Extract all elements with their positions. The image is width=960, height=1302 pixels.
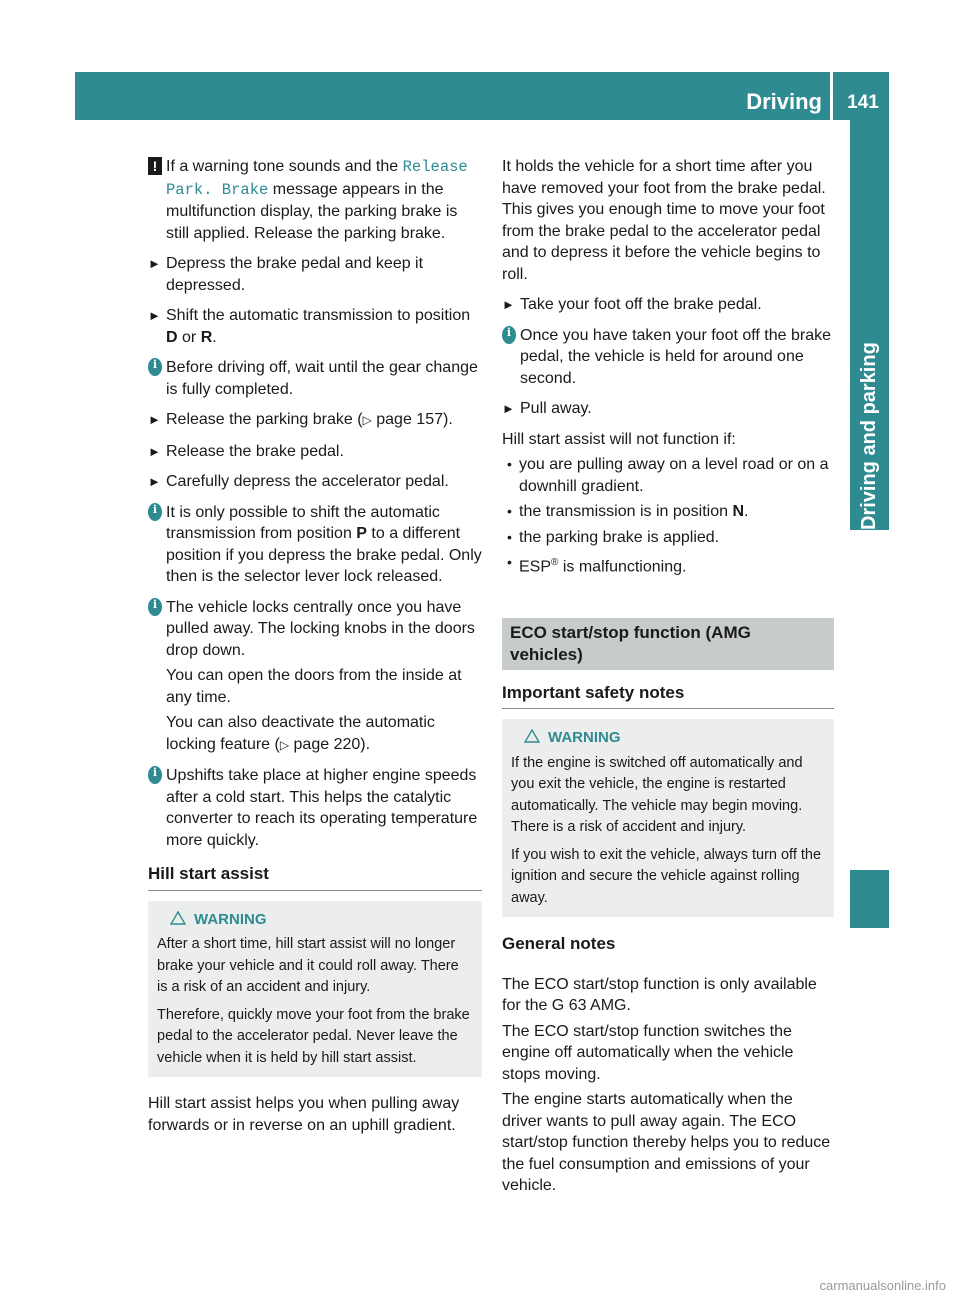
list-item: • ESP® is malfunctioning. — [507, 554, 687, 576]
info-note: i The vehicle locks centrally once you have pulled away. The locking knobs in the doors drop down. — [148, 597, 482, 662]
info-icon — [148, 598, 162, 616]
right-column — [502, 156, 834, 1206]
body-text: The ECO start/stop function is only available for the G 63 AMG. — [502, 975, 817, 1015]
step-arrow-icon: ► — [502, 401, 515, 416]
step-item: ► Carefully depress the accelerator pedal. — [148, 471, 482, 493]
step-arrow-icon: ► — [148, 256, 161, 271]
exclamation-icon: ! — [148, 157, 162, 175]
list-item: • you are pulling away on a level road or on a downhill gradient. — [507, 456, 829, 495]
display-message: Release Park. Brake — [166, 158, 468, 199]
info-icon — [148, 358, 162, 376]
page-ref-link[interactable]: page 220 — [293, 735, 361, 753]
step-item: ► Pull away. — [502, 398, 834, 420]
step-item: ► Shift the automatic transmission to position D or R. — [148, 307, 471, 346]
warning-heading: WARNING — [511, 727, 825, 749]
bullet-icon: • — [507, 528, 512, 545]
info-note: i It is only possible to shift the automatic transmission from position P to a different position if you depress the brake pedal. Only then is the selector lever lock released. — [148, 502, 482, 588]
page-ref-link[interactable]: page 157 — [376, 411, 443, 428]
chapter-title: Driving — [746, 89, 822, 114]
info-note: i Before driving off, wait until the gear change is fully completed. — [148, 357, 482, 400]
warning-text: Therefore, quickly move your foot from the brake pedal to the accelerator pedal. Never leave the vehicle when it is held by hill start assist. — [157, 1006, 470, 1066]
header-separator — [830, 72, 833, 120]
info-note: i Once you have taken your foot off the brake pedal, the vehicle is held for around one second. — [502, 325, 834, 390]
bullet-icon: • — [507, 456, 512, 472]
section-heading: General notes — [502, 934, 616, 954]
step-arrow-icon: ► — [148, 443, 161, 459]
info-subparagraph: You can open the doors from the inside at any time. — [166, 667, 462, 706]
step-item: ► Take your foot off the brake pedal. — [502, 294, 834, 316]
warning-heading: WARNING — [157, 909, 473, 931]
step-item: ► Depress the brake pedal and keep it depressed. — [148, 255, 424, 294]
info-icon — [148, 766, 162, 784]
left-column — [148, 156, 482, 1145]
warning-triangle-icon — [524, 729, 540, 743]
side-marker — [850, 870, 889, 928]
info-subparagraph: You can also deactivate the automatic locking feature (▷ page 220). — [166, 714, 435, 753]
step-arrow-icon: ► — [148, 412, 161, 427]
body-text: The ECO start/stop function switches the engine off automatically when the vehicle stops moving. — [502, 1022, 794, 1083]
warning-text: If you wish to exit the vehicle, always turn off the ignition and secure the vehicle against rolling away. — [511, 846, 822, 906]
list-item: • the parking brake is applied. — [502, 527, 834, 549]
step-arrow-icon: ► — [148, 308, 161, 323]
bullet-icon: • — [507, 503, 512, 519]
page-number: 141 — [847, 92, 879, 113]
step-item: ► Release the brake pedal. — [148, 441, 482, 463]
page-ref-icon: ▷ — [362, 413, 372, 427]
bullet-icon: • — [507, 554, 512, 570]
warning-box — [502, 719, 834, 917]
body-text: Hill start assist will not function if: — [502, 430, 736, 448]
body-text: It holds the vehicle for a short time after you have removed your foot from the brake pedal. This gives you enough time to move your foot from the brake pedal to the accelerator pedal and to depress it before the vehicle begins to roll. — [502, 158, 826, 283]
warning-triangle-icon — [170, 911, 186, 925]
section-heading: Important safety notes — [502, 682, 834, 710]
body-text: The engine starts automatically when the driver wants to pull away again. The ECO start/stop function thereby helps you to reduce the fuel consumption and emissions of your vehicle. — [502, 1091, 831, 1195]
body-text: Hill start assist helps you when pulling away forwards or in reverse on an uphill gradient. — [148, 1095, 460, 1134]
page-ref-icon: ▷ — [279, 737, 290, 752]
warning-text: If the engine is switched off automatically and you exit the vehicle, the engine is restarted automatically. The vehicle may begin moving. There is a risk of accident and injury. — [511, 754, 803, 836]
list-item: • the transmission is in position N. — [502, 501, 834, 523]
step-arrow-icon: ► — [502, 297, 515, 312]
info-note: i Upshifts take place at higher engine speeds after a cold start. This helps the catalytic converter to reach its operating temperature more quickly. — [148, 765, 482, 851]
step-arrow-icon: ► — [148, 474, 161, 489]
watermark: carmanualsonline.info — [819, 1277, 946, 1293]
warning-text: After a short time, hill start assist will no longer brake your vehicle and it could roll away. There is a risk of an accident and injury. — [157, 936, 459, 995]
caution-note: ! If a warning tone sounds and the Release Park. Brake message appears in the multifunction display, the parking brake is still applied. Release the parking brake. — [148, 156, 482, 244]
chapter-section-heading: ECO start/stop function (AMG vehicles) — [502, 618, 834, 670]
warning-box — [148, 901, 482, 1078]
side-tab-label: Driving and parking — [858, 342, 880, 530]
info-icon — [502, 326, 516, 344]
section-heading: Hill start assist — [148, 863, 482, 891]
info-icon — [148, 503, 162, 521]
step-item: ► Release the parking brake (▷ page 157). — [148, 409, 482, 432]
